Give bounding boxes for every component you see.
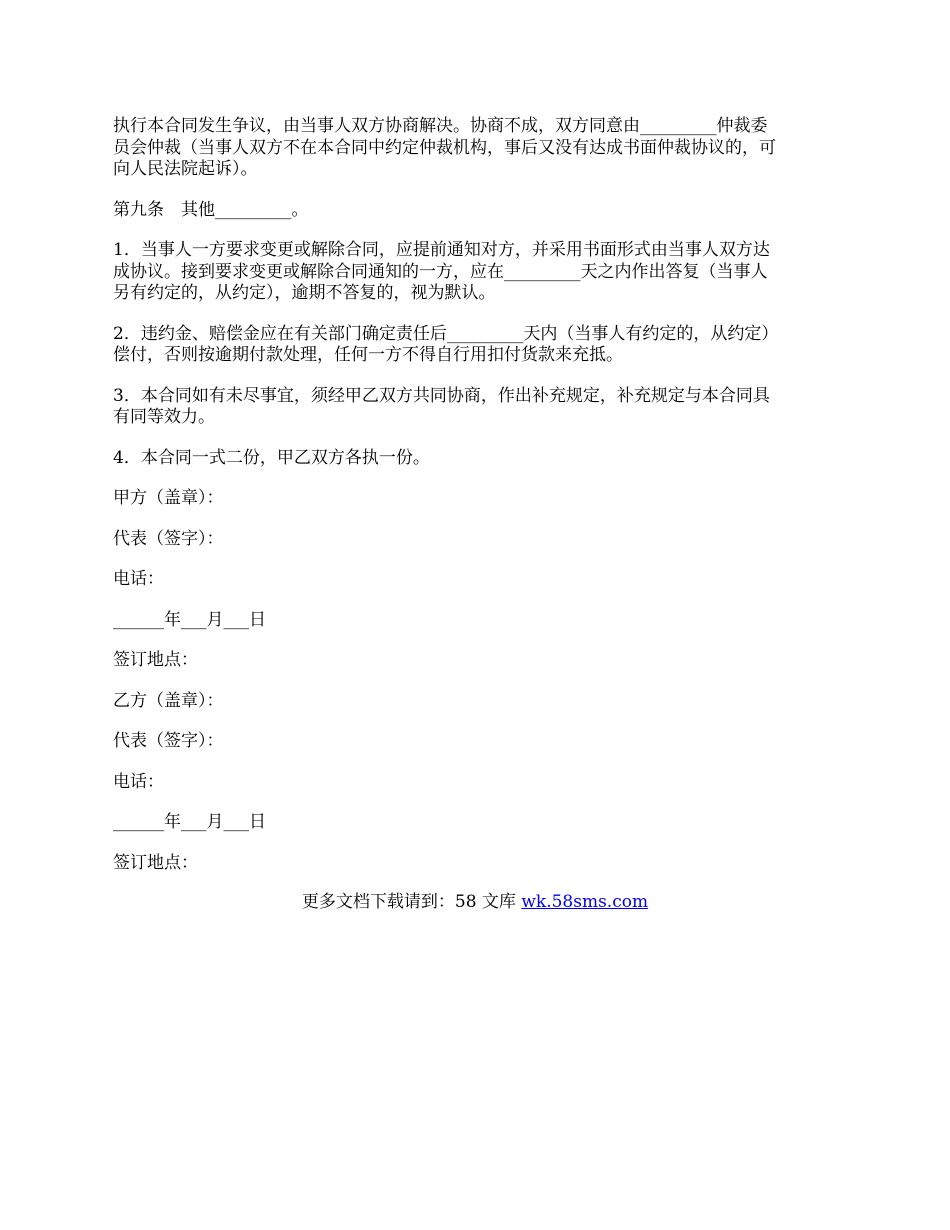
clause-1 (113, 240, 843, 305)
download-footer (0, 892, 950, 913)
text-line: 1．当事人一方要求变更或解除合同，应提前通知对方，并采用书面形式由当事人双方达 (113, 240, 770, 260)
party-a-phone-label: 电话： (113, 569, 164, 589)
party-b-date-line: ______年___月___日 (113, 812, 266, 832)
text-line: 有同等效力。 (113, 407, 215, 427)
party-b-representative-label: 代表（签字）： (113, 731, 224, 751)
text-line: 员会仲裁（当事人双方不在本合同中约定仲裁机构，事后又没有达成书面仲裁协议的，可 (113, 137, 776, 158)
clause-4: 4．本合同一式二份，甲乙双方各执一份。 (113, 447, 430, 468)
party-a-seal-label: 甲方（盖章）： (113, 488, 224, 508)
party-a-date-line: ______年___月___日 (113, 609, 266, 630)
article-9-heading: 第九条 其他_________。 (113, 199, 309, 220)
party-a-signing-place-label: 签订地点： (113, 650, 198, 670)
text-line: 偿付，否则按逾期付款处理，任何一方不得自行用扣付货款来充抵。 (113, 345, 623, 365)
text-line: 另有约定的，从约定），逾期不答复的，视为默认。 (113, 283, 496, 303)
party-a-representative-label: 代表（签字）： (113, 528, 224, 549)
footer-link[interactable]: wk.58sms.com (521, 892, 649, 912)
document-body (113, 116, 843, 893)
clause-2 (113, 324, 843, 367)
text-line: 3．本合同如有未尽事宜，须经甲乙双方共同协商，作出补充规定，补充规定与本合同具 (113, 385, 770, 406)
text-line: 执行本合同发生争议，由当事人双方协商解决。协商不成，双方同意由_________仲裁委 (113, 116, 768, 136)
party-b-seal-label: 乙方（盖章）： (113, 690, 224, 711)
text-line: 成协议。接到要求变更或解除合同通知的一方，应在_________天之内作出答复（当事人 (113, 261, 768, 282)
text-line: 2．违约金、赔偿金应在有关部门确定责任后_________天内（当事人有约定的，从约定） (113, 323, 779, 344)
footer-text: 更多文档下载请到：58 文库 (301, 892, 522, 912)
clause-3 (113, 386, 843, 429)
party-b-signing-place-label: 签订地点： (113, 852, 198, 873)
dispute-resolution-paragraph (113, 116, 843, 181)
party-b-phone-label: 电话： (113, 771, 164, 792)
text-line: 向人民法院起诉）。 (113, 159, 258, 179)
